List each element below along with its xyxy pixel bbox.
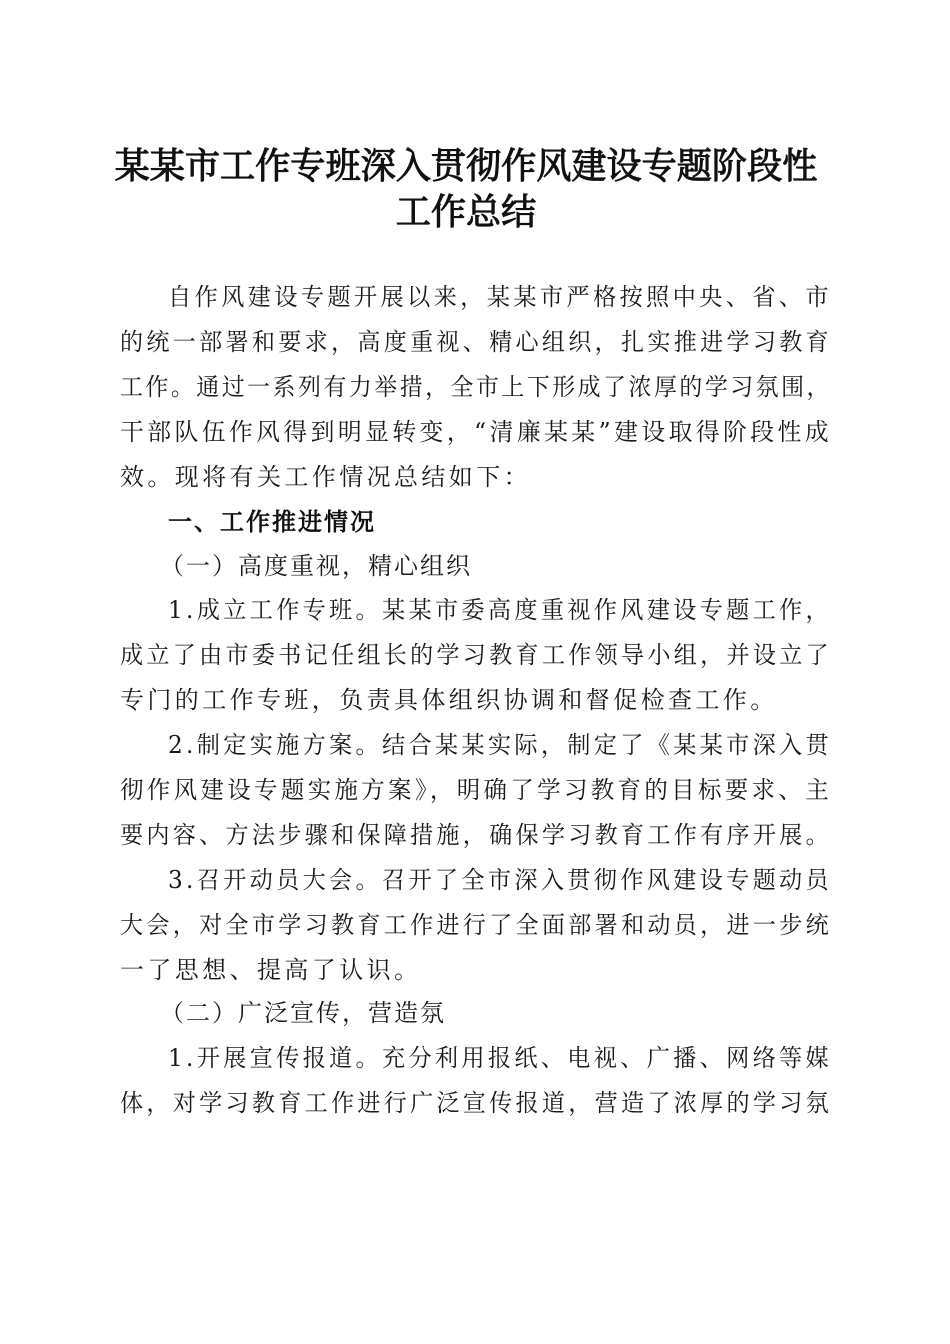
- item-1-line: 成立了由市委书记任组长的学习教育工作领导小组，并设立了: [120, 641, 832, 669]
- item-3-line: 3.召开动员大会。召开了全市深入贯彻作风建设专题动员: [168, 866, 832, 894]
- item-4-line: 体，对学习教育工作进行广泛宣传报道，营造了浓厚的学习氛: [120, 1089, 832, 1117]
- item-2-line: 要内容、方法步骤和保障措施，确保学习教育工作有序开展。: [120, 821, 832, 849]
- document-title-line-1: 某某市工作专班深入贯彻作风建设专题阶段性: [114, 146, 818, 187]
- item-1-line: 1.成立工作专班。某某市委高度重视作风建设专题工作，: [168, 596, 832, 624]
- intro-line: 工作。通过一系列有力举措，全市上下形成了浓厚的学习氛围，: [120, 373, 832, 401]
- item-3-line: 一了思想、提高了认识。: [120, 956, 422, 984]
- item-3-line: 大会，对全市学习教育工作进行了全面部署和动员，进一步统: [120, 911, 832, 939]
- subsection-heading-1: （一）高度重视，精心组织: [160, 552, 472, 580]
- intro-line: 的统一部署和要求，高度重视、精心组织，扎实推进学习教育: [120, 328, 832, 356]
- document-title-line-2: 工作总结: [395, 192, 537, 233]
- section-heading-1: 一、工作推进情况: [168, 508, 376, 536]
- intro-line: 自作风建设专题开展以来，某某市严格按照中央、省、市: [168, 283, 832, 311]
- intro-line: 效。现将有关工作情况总结如下：: [120, 463, 531, 491]
- item-2-line: 彻作风建设专题实施方案》，明确了学习教育的目标要求、主: [120, 776, 833, 804]
- item-2-line: 2.制定实施方案。结合某某实际，制定了《某某市深入贯: [168, 731, 832, 759]
- subsection-heading-2: （二）广泛宣传，营造氛: [160, 999, 446, 1027]
- intro-line: 干部队伍作风得到明显转变，“清廉某某”建设取得阶段性成: [120, 418, 832, 446]
- item-1-line: 专门的工作专班，负责具体组织协调和督促检查工作。: [120, 686, 778, 714]
- item-4-line: 1.开展宣传报道。充分利用报纸、电视、广播、网络等媒: [168, 1044, 832, 1072]
